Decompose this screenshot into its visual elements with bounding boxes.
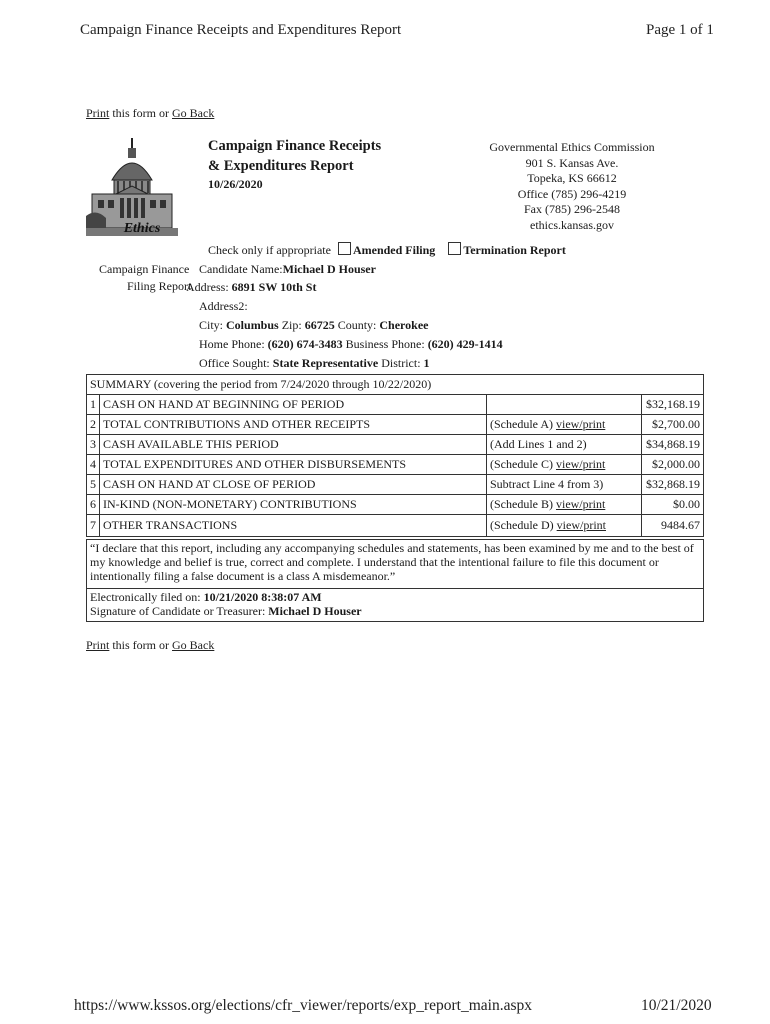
report-title-line2: & Expenditures Report — [208, 158, 354, 174]
summary-table — [86, 374, 704, 537]
schedule-text: (Schedule C) — [490, 457, 556, 471]
summary-heading-row — [87, 375, 704, 395]
commission-line: Office (785) 296-4219 — [517, 186, 627, 201]
table-row — [87, 435, 704, 455]
office-label: Office Sought: — [199, 356, 270, 370]
declaration-box — [86, 539, 704, 589]
commission-line: Topeka, KS 66612 — [527, 171, 617, 185]
schedule-text: (Schedule B) — [490, 497, 556, 511]
row-number: 3 — [87, 435, 100, 455]
row-amount: $32,868.19 — [642, 475, 704, 495]
go-back-link-bottom[interactable]: Go Back — [172, 638, 215, 652]
row-schedule — [487, 495, 642, 515]
declaration-text: “I declare that this report, including any accompanying schedules and statements, has been examined by me and to the best of my knowledge and belief is true, correct and complete. I understand that the intentional failure to file this document or intentionally filing a false document is a class A misdemeanor.” — [90, 541, 694, 583]
logo-text: Ethics — [123, 221, 161, 236]
candidate-name-row — [199, 262, 376, 277]
filed-row — [90, 590, 700, 604]
filed-value: 10/21/2020 8:38:07 AM — [203, 590, 322, 604]
signature-value: Michael D Houser — [268, 604, 362, 618]
bottom-nav — [86, 638, 214, 653]
filing-type-row — [208, 242, 566, 258]
table-row — [87, 515, 704, 537]
office-row — [199, 356, 430, 371]
summary-heading: SUMMARY (covering the period from 7/24/2020 through 10/22/2020) — [87, 375, 704, 395]
row-amount: $32,168.19 — [642, 395, 704, 415]
row-amount: 9484.67 — [642, 515, 704, 537]
print-link[interactable]: Print — [86, 106, 110, 120]
row-schedule — [487, 395, 642, 415]
row-amount: $0.00 — [642, 495, 704, 515]
row-schedule — [487, 455, 642, 475]
row-number: 4 — [87, 455, 100, 475]
address-row — [186, 280, 316, 295]
print-link-bottom[interactable]: Print — [86, 638, 110, 652]
go-back-link[interactable]: Go Back — [172, 106, 215, 120]
address-label: Address: — [186, 280, 229, 294]
schedule-c-view-print-link[interactable]: view/print — [555, 457, 606, 471]
commission-line: Fax (785) 296-2548 — [524, 202, 620, 216]
commission-line: 901 S. Kansas Ave. — [525, 155, 619, 170]
commission-line: Governmental Ethics Commission — [489, 140, 655, 154]
address2-label: Address2: — [199, 299, 248, 313]
county-label: County: — [337, 318, 377, 332]
filing-side-label-2: Filing Report — [127, 279, 192, 293]
footer-date: 10/21/2020 — [641, 997, 712, 1014]
home-phone-label: Home Phone: — [199, 337, 265, 351]
row-label: TOTAL CONTRIBUTIONS AND OTHER RECEIPTS — [100, 415, 487, 435]
filed-label: Electronically filed on: — [90, 590, 201, 604]
table-row — [87, 455, 704, 475]
table-row — [87, 415, 704, 435]
office-value: State Representative — [272, 356, 379, 370]
nav-text-bottom: this form or — [109, 638, 173, 652]
phone-row — [199, 337, 503, 352]
table-row — [87, 395, 704, 415]
nav-text: this form or — [109, 106, 173, 120]
home-phone-value: (620) 674-3483 — [267, 337, 343, 351]
row-label: OTHER TRANSACTIONS — [100, 515, 487, 537]
row-label: CASH AVAILABLE THIS PERIOD — [100, 435, 487, 455]
schedule-text: (Schedule D) — [490, 518, 557, 532]
business-phone-value: (620) 429-1414 — [427, 337, 503, 351]
row-schedule: (Add Lines 1 and 2) — [487, 435, 642, 455]
row-schedule — [487, 515, 642, 537]
amended-filing-checkbox[interactable] — [338, 242, 351, 255]
page-number: Page 1 of 1 — [646, 22, 714, 38]
row-number: 6 — [87, 495, 100, 515]
row-number: 1 — [87, 395, 100, 415]
row-number: 7 — [87, 515, 100, 537]
business-phone-label: Business Phone: — [345, 337, 425, 351]
city-row — [199, 318, 428, 333]
top-nav — [86, 106, 214, 121]
row-schedule: Subtract Line 4 from 3) — [487, 475, 642, 495]
table-row — [87, 495, 704, 515]
district-value: 1 — [423, 356, 430, 370]
signature-label: Signature of Candidate or Treasurer: — [90, 604, 266, 618]
row-label: CASH ON HAND AT CLOSE OF PERIOD — [100, 475, 487, 495]
commission-address — [470, 140, 674, 233]
check-label: Check only if appropriate — [208, 243, 331, 257]
capitol-logo — [86, 136, 178, 236]
schedule-d-view-print-link[interactable]: view/print — [556, 518, 606, 532]
row-label: CASH ON HAND AT BEGINNING OF PERIOD — [100, 395, 487, 415]
row-label: TOTAL EXPENDITURES AND OTHER DISBURSEMENTS — [100, 455, 487, 475]
capitol-building-icon — [86, 136, 178, 236]
signature-row — [90, 604, 700, 618]
district-label: District: — [381, 356, 421, 370]
schedule-text: (Schedule A) — [490, 417, 556, 431]
report-date: 10/26/2020 — [208, 177, 263, 191]
zip-value: 66725 — [304, 318, 335, 332]
schedule-b-view-print-link[interactable]: view/print — [555, 497, 606, 511]
commission-line: ethics.kansas.gov — [530, 217, 614, 232]
row-label: IN-KIND (NON-MONETARY) CONTRIBUTIONS — [100, 495, 487, 515]
row-amount: $2,000.00 — [642, 455, 704, 475]
zip-label: Zip: — [281, 318, 302, 332]
city-value: Columbus — [226, 318, 279, 332]
row-number: 5 — [87, 475, 100, 495]
row-number: 2 — [87, 415, 100, 435]
report-title-line1: Campaign Finance Receipts — [208, 138, 382, 154]
filing-side-label-1: Campaign Finance — [99, 262, 190, 276]
termination-report-label: Termination Report — [463, 243, 566, 257]
report-title-block — [208, 136, 381, 192]
termination-report-checkbox[interactable] — [448, 242, 461, 255]
filing-signature-box — [86, 589, 704, 622]
page-header-title: Campaign Finance Receipts and Expenditures Report — [80, 22, 402, 38]
candidate-name-label: Candidate Name: — [199, 262, 283, 276]
county-value: Cherokee — [379, 318, 429, 332]
city-label: City: — [199, 318, 224, 332]
row-amount: $2,700.00 — [642, 415, 704, 435]
row-amount: $34,868.19 — [642, 435, 704, 455]
candidate-name: Michael D Houser — [282, 262, 376, 276]
footer-url: https://www.kssos.org/elections/cfr_viewer/reports/exp_report_main.aspx — [74, 997, 533, 1014]
row-schedule — [487, 415, 642, 435]
amended-filing-label: Amended Filing — [352, 243, 436, 257]
address-value: 6891 SW 10th St — [231, 280, 317, 294]
address2-row — [199, 299, 248, 314]
schedule-a-view-print-link[interactable]: view/print — [555, 417, 606, 431]
table-row — [87, 475, 704, 495]
